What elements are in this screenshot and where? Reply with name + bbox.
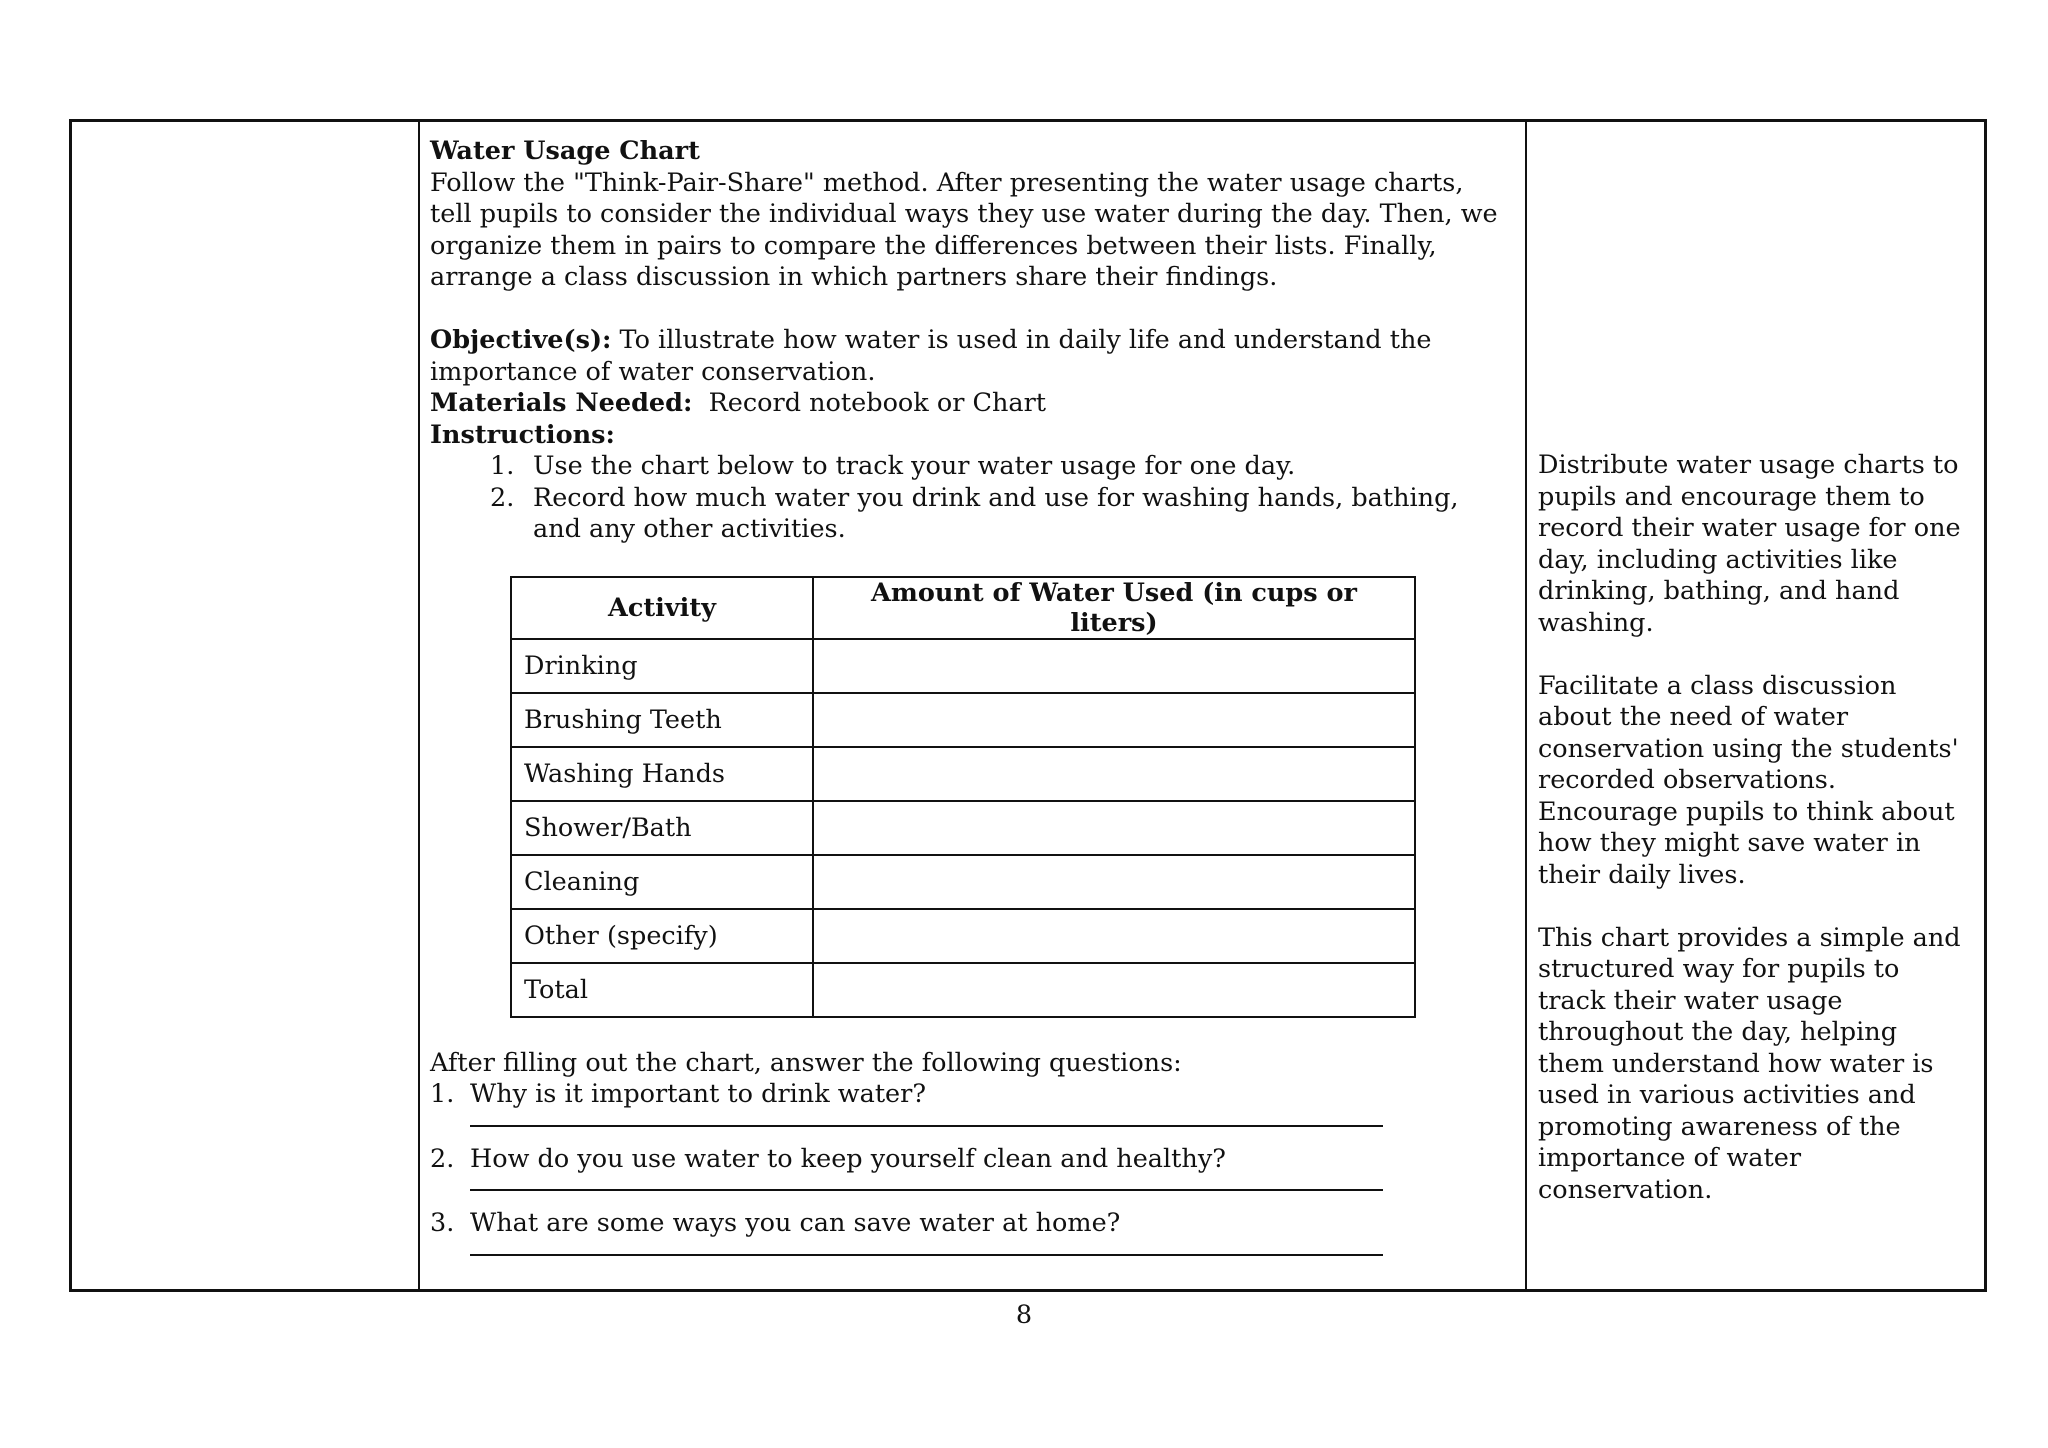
table-row: Other (specify)	[511, 909, 1415, 963]
instruction-item: 2. Record how much water you drink and use for washing hands, bathing, and any other activities.	[490, 482, 1459, 544]
table-row: Shower/Bath	[511, 801, 1415, 855]
instruction-text: Record how much water you drink and use for washing hands, bathing, and any other activities.	[533, 482, 1459, 544]
table-row: Brushing Teeth	[511, 693, 1415, 747]
objective-text: To illustrate how water is used in daily life and understand the importance of water conservation.	[430, 325, 1432, 387]
amount-cell[interactable]	[813, 693, 1415, 747]
note-paragraph: Facilitate a class discussion about the need of water conservation using the students' recorded observations. Encourage pupils to think about how they might save water in their daily lives.	[1538, 670, 1959, 890]
amount-cell[interactable]	[813, 963, 1415, 1017]
objective-label: Objective(s):	[430, 325, 612, 355]
activity-content	[430, 136, 1501, 1273]
instruction-text: Use the chart below to track your water usage for one day.	[533, 451, 1296, 481]
table-header-row	[511, 577, 1415, 639]
question-item: 1. Why is it important to drink water?	[430, 1079, 927, 1109]
instructions-label: Instructions:	[430, 419, 615, 450]
answer-line[interactable]	[470, 1240, 1383, 1256]
notes-content	[1538, 450, 1970, 1206]
instructions-list	[430, 451, 1501, 546]
materials-label: Materials Needed:	[430, 388, 693, 418]
amount-cell[interactable]	[813, 747, 1415, 801]
amount-cell[interactable]	[813, 801, 1415, 855]
answer-line[interactable]	[470, 1111, 1383, 1127]
note-paragraph: This chart provides a simple and structured way for pupils to track their water usage throughout the day, helping them understand how water is used in various activities and promoting awareness of the importance of water conservation.	[1538, 922, 1961, 1205]
table-row: Drinking	[511, 639, 1415, 693]
header-amount: Amount of Water Used (in cups or liters)	[813, 577, 1415, 639]
objective	[430, 325, 1501, 388]
question-text: How do you use water to keep yourself clean and healthy?	[470, 1143, 1226, 1174]
activity-column	[418, 122, 1527, 1289]
amount-cell[interactable]	[813, 909, 1415, 963]
materials-text: Record notebook or Chart	[708, 388, 1047, 418]
activity-title: Water Usage Chart	[430, 136, 700, 166]
note-paragraph: Distribute water usage charts to pupils and encourage them to record their water usage for one day, including activities like drinking, bathing, and hand washing.	[1538, 450, 1961, 638]
questions-intro: After filling out the chart, answer the following questions:	[430, 1047, 1182, 1078]
lesson-table	[69, 119, 1987, 1292]
amount-cell[interactable]	[813, 855, 1415, 909]
question-item: 3. What are some ways you can save water at home?	[430, 1208, 1121, 1238]
question-text: What are some ways you can save water at home?	[470, 1208, 1121, 1238]
answer-line[interactable]	[470, 1175, 1383, 1191]
header-activity: Activity	[511, 577, 813, 639]
table-row: Total	[511, 963, 1415, 1017]
table-row: Washing Hands	[511, 747, 1415, 801]
instruction-item: 1. Use the chart below to track your water usage for one day.	[490, 451, 1296, 481]
water-usage-table	[510, 576, 1416, 1018]
activity-intro: Follow the "Think-Pair-Share" method. After presenting the water usage charts, tell pupils to consider the individual ways they use water during the day. Then, we organize them in pairs to compare the differences between their lists. Finally, arrange a class discussion in which partners share their findings.	[430, 167, 1498, 292]
table-row: Cleaning	[511, 855, 1415, 909]
amount-cell[interactable]	[813, 639, 1415, 693]
left-column	[72, 122, 420, 1289]
page-number: 8	[1015, 1300, 1033, 1330]
question-item: 2. How do you use water to keep yourself clean and healthy?	[430, 1143, 1226, 1174]
notes-column	[1525, 122, 1984, 1289]
question-text: Why is it important to drink water?	[470, 1079, 927, 1109]
materials	[430, 388, 1501, 420]
